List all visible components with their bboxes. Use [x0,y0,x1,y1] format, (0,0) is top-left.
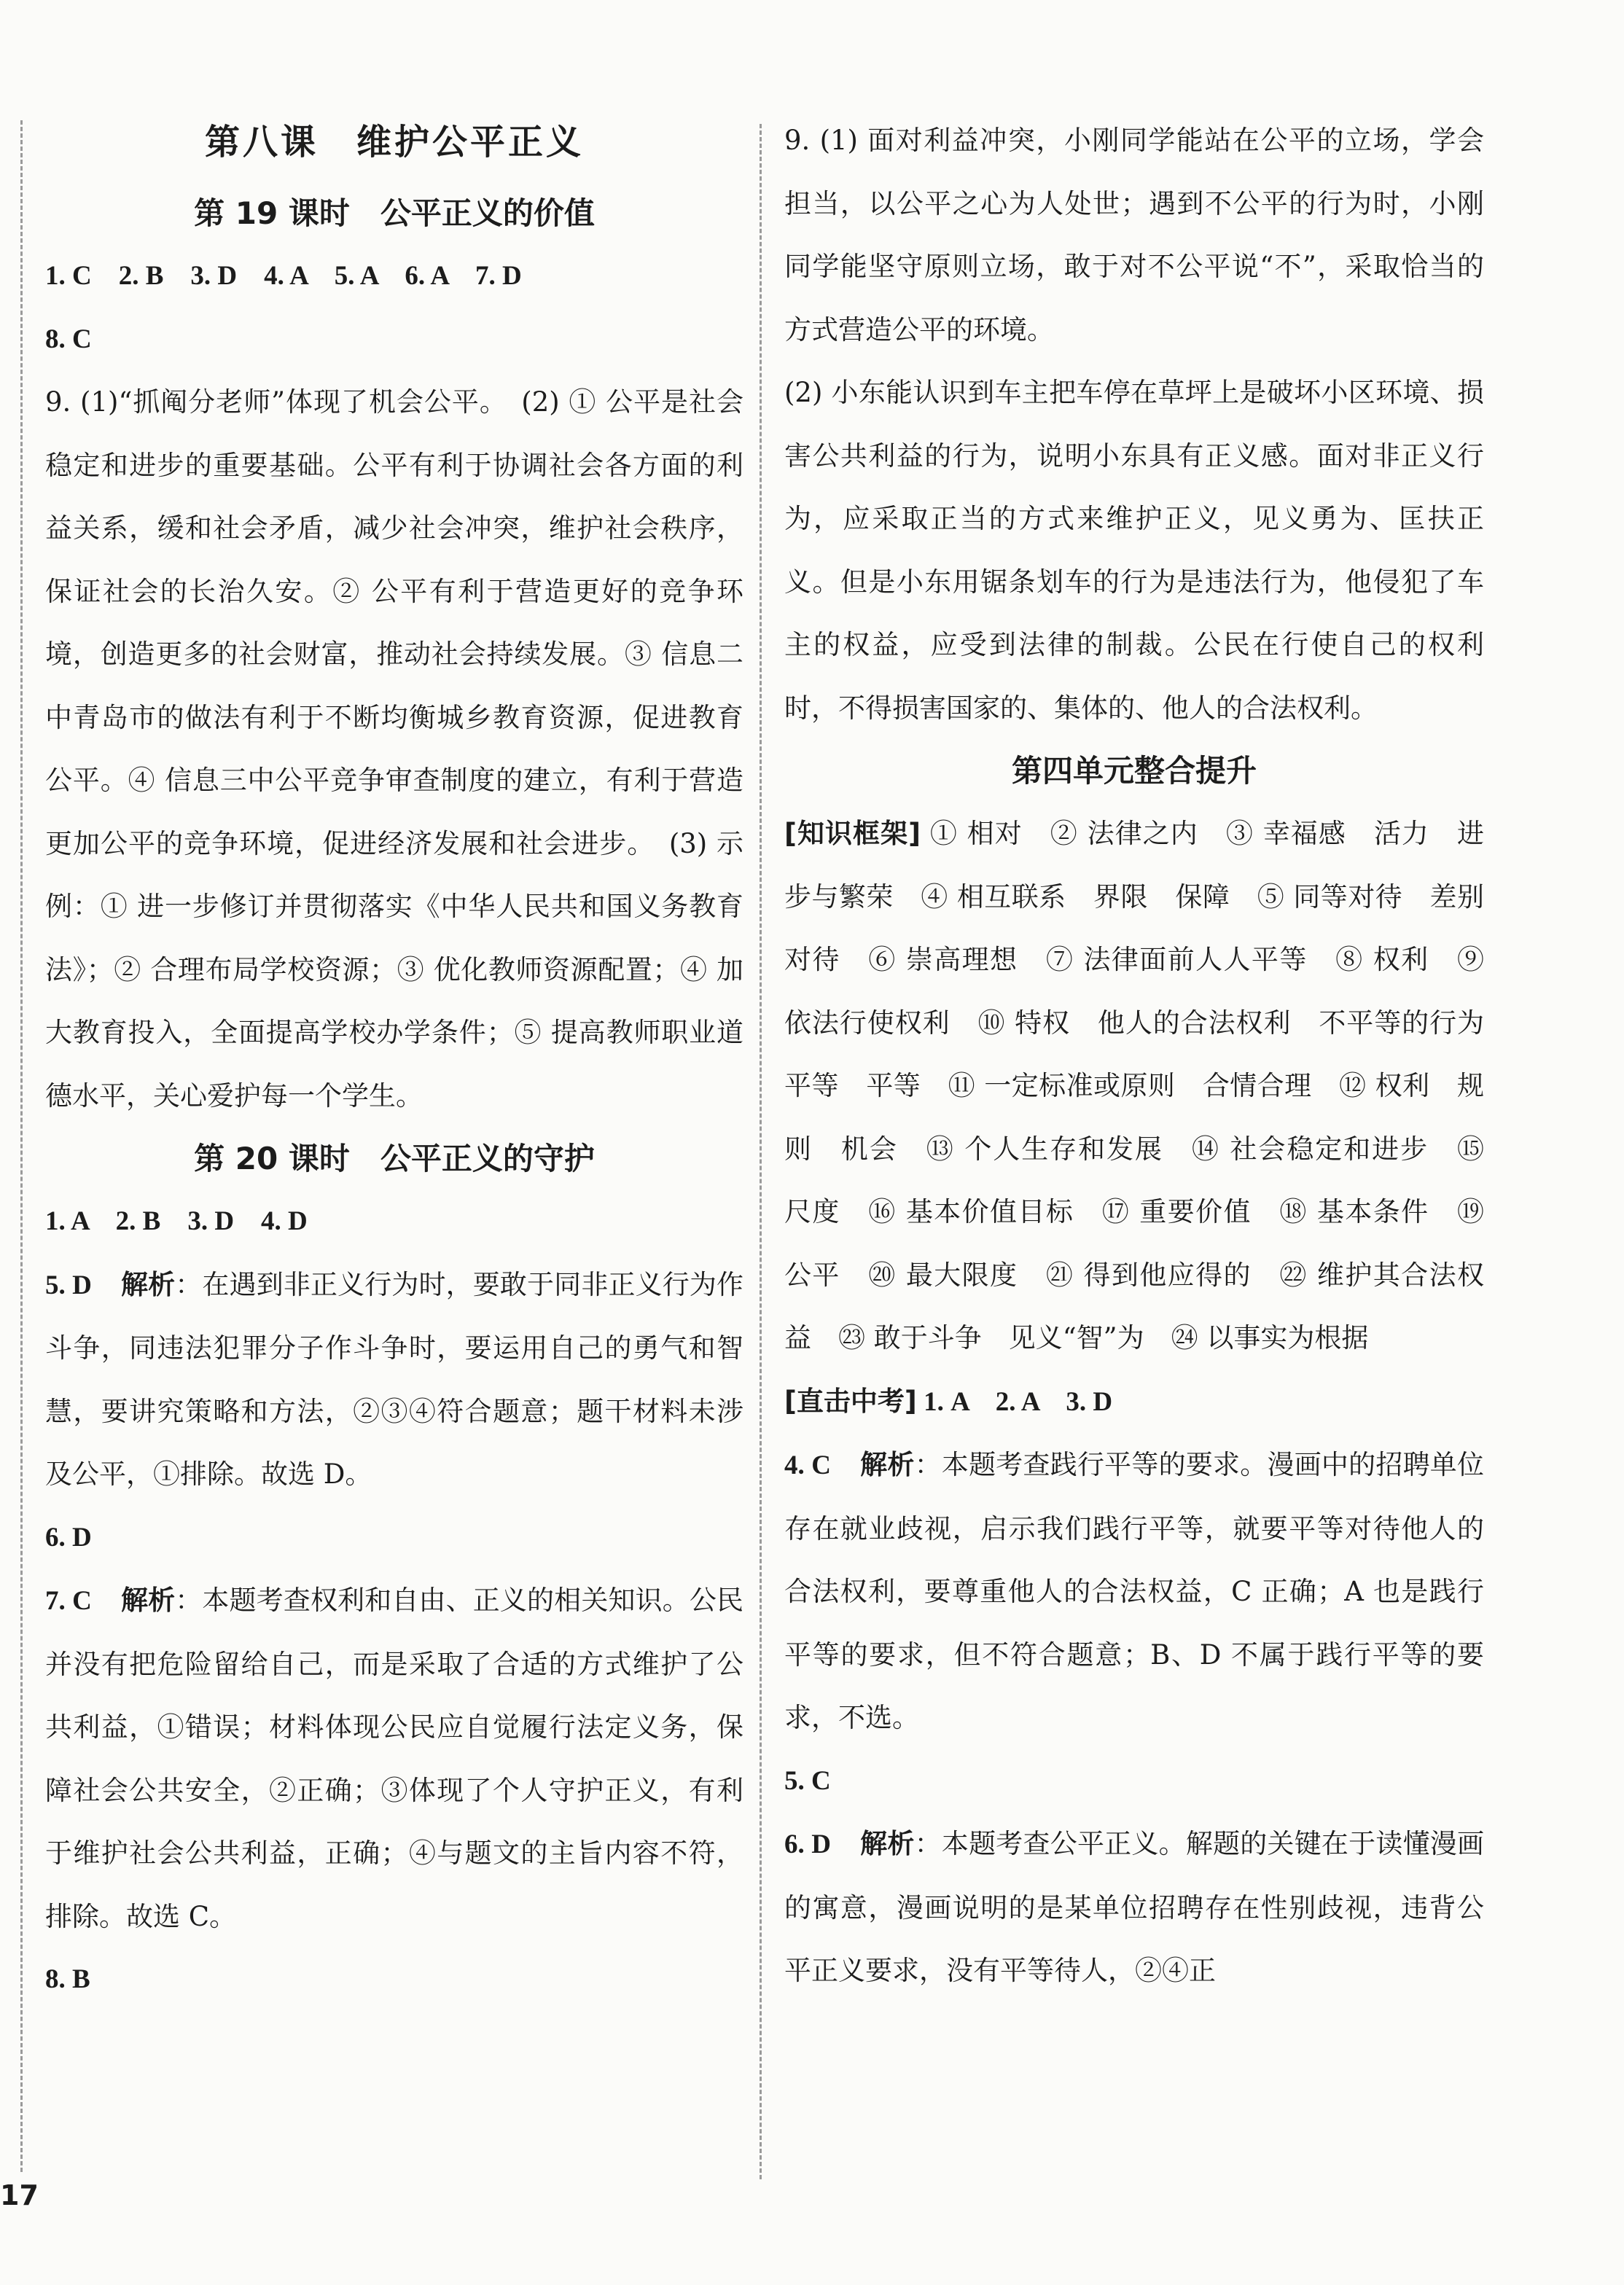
r-q4-num: 4. C [784,1450,831,1480]
l20-q7-text: ：本题考查权利和自由、正义的相关知识。公民并没有把危险留给自己，而是采取了合适的方式维护了公共利益，①错误；材料体现公民应自觉履行法定义务，保障社会公共安全，②正确；③体现了个人守护正义，有利于维护社会公共利益，正确；④与题文的主旨内容不符，排除。故选 C。 [45,1585,744,1932]
knowledge-framework-tag: [知识框架] [784,818,921,849]
l20-q7-label: 解析 [120,1585,176,1616]
knowledge-framework-text: ① 相对 ② 法律之内 ③ 幸福感 活力 进步与繁荣 ④ 相互联系 界限 保障 ⑤ 同等对待 差别对待 ⑥ 崇高理想 ⑦ 法律面前人人平等 ⑧ 权利 ⑨ 依法行使权利 ⑩ 特权 他人的合法权利 不平等的行为 平等 平等 ⑪ 一定标准或原则 合情合理 ⑫ 权利 规则 机会 ⑬ 个人生存和发展 ⑭ 社会稳定和进步 ⑮ 尺度 ⑯ 基本价值目标 ⑰ 重要价值 ⑱ 基本条件 ⑲ 公平 ⑳ 最大限度 ㉑ 得到他应得的 ㉒ 维护其合法权益 ㉓ 敢于斗争 见义“智”为 ㉔ 以事实为根据 [784,818,1511,1354]
left-column [45,109,743,2012]
l19-q9-answer: 9. (1)“抓阄分老师”体现了机会公平。 (2) ① 公平是社会稳定和进步的重要基础。公平有利于协调社会各方面的利益关系，缓和社会矛盾，减少社会冲突，维护社会秩序，保证社会的长治久安。② 公平有利于营造更好的竞争环境，创造更多的社会财富，推动社会持续发展。③ 信息二中青岛市的做法有利于不断均衡城乡教育资源，促进教育公平。④ 信息三中公平竞争审查制度的建立，有利于营造更加公平的竞争环境，促进经济发展和社会进步。 (3) 示例：① 进一步修订并贯彻落实《中华人民共和国义务教育法》；② 合理布局学校资源；③ 优化教师资源配置；④ 加大教育投入，全面提高学校办学条件；⑤ 提高教师职业道德水平，关心爱护每一个学生。 [45,386,743,1112]
column-divider [760,124,762,2179]
knowledge-framework [784,802,1511,1370]
r-q6 [784,1813,1484,2003]
section-title-19: 第 19 课时 公平正义的价值 [194,195,595,231]
r-q4-label: 解析 [859,1449,915,1480]
unit-title: 第四单元整合提升 [1011,753,1257,789]
l20-q5-label: 解析 [120,1268,176,1300]
r-q6-text: ：本题考查公平正义。解题的关键在于读懂漫画的寓意，漫画说明的是某单位招聘存在性别歧视，违背公平正义要求，没有平等待人，②④正 [784,1828,1485,1986]
page-number: 17 [0,2179,39,2211]
l20-q5-num: 5. D [45,1270,92,1300]
lesson-title: 第八课 维护公平正义 [204,122,584,163]
r-q4 [784,1434,1484,1750]
l20-q8: 8. B [45,1964,90,1994]
r-q9-part1: 9. (1) 面对利益冲突，小刚同学能站在公平的立场，学会担当，以公平之心为人处世；遇到不公平的行为时，小刚同学能坚守原则立场，敢于对不公平说“不”，采取恰当的方式营造公平的环境。 [784,125,1484,345]
r-q6-label: 解析 [859,1828,915,1859]
l20-q7 [45,1569,743,1948]
exam-direct-tag: [直击中考] [784,1385,917,1417]
left-margin-rule [20,120,23,2172]
r-q4-text: ：本题考查践行平等的要求。漫画中的招聘单位存在就业歧视，启示我们践行平等，就要平等对待他人的合法权利，要尊重他人的合法权益，C 正确；A 也是践行平等的要求，但不符合题意；B、D 不属于践行平等的要求，不选。 [784,1449,1485,1733]
section-title-20: 第 20 课时 公平正义的守护 [194,1141,595,1176]
l20-q6: 6. D [45,1522,92,1552]
right-column [784,109,1511,2003]
exam-direct [784,1370,1484,1434]
l20-q5 [45,1254,743,1507]
r-q6-num: 6. D [784,1829,831,1859]
l19-mc-answers-2: 8. C [45,324,92,354]
l20-q7-num: 7. C [45,1586,92,1616]
l19-mc-answers-1: 1. C 2. B 3. D 4. A 5. A 6. A 7. D [45,261,522,291]
r-q5: 5. C [784,1765,831,1796]
l20-mc-answers-1: 1. A 2. B 3. D 4. D [45,1206,308,1236]
l20-q5-text: ：在遇到非正义行为时，要敢于同非正义行为作斗争，同违法犯罪分子作斗争时，要运用自己的勇气和智慧，要讲究策略和方法，②③④符合题意；题干材料未涉及公平，①排除。故选 D。 [45,1268,744,1490]
r-q9-part2: (2) 小东能认识到车主把车停在草坪上是破坏小区环境、损害公共利益的行为，说明小东具有正义感。面对非正义行为，应采取正当的方式来维护正义，见义勇为、匡扶正义。但是小东用锯条划车的行为是违法行为，他侵犯了车主的权益，应受到法律的制裁。公民在行使自己的权利时，不得损害国家的、集体的、他人的合法权利。 [784,377,1484,724]
exam-direct-text: 1. A 2. A 3. D [916,1386,1113,1417]
